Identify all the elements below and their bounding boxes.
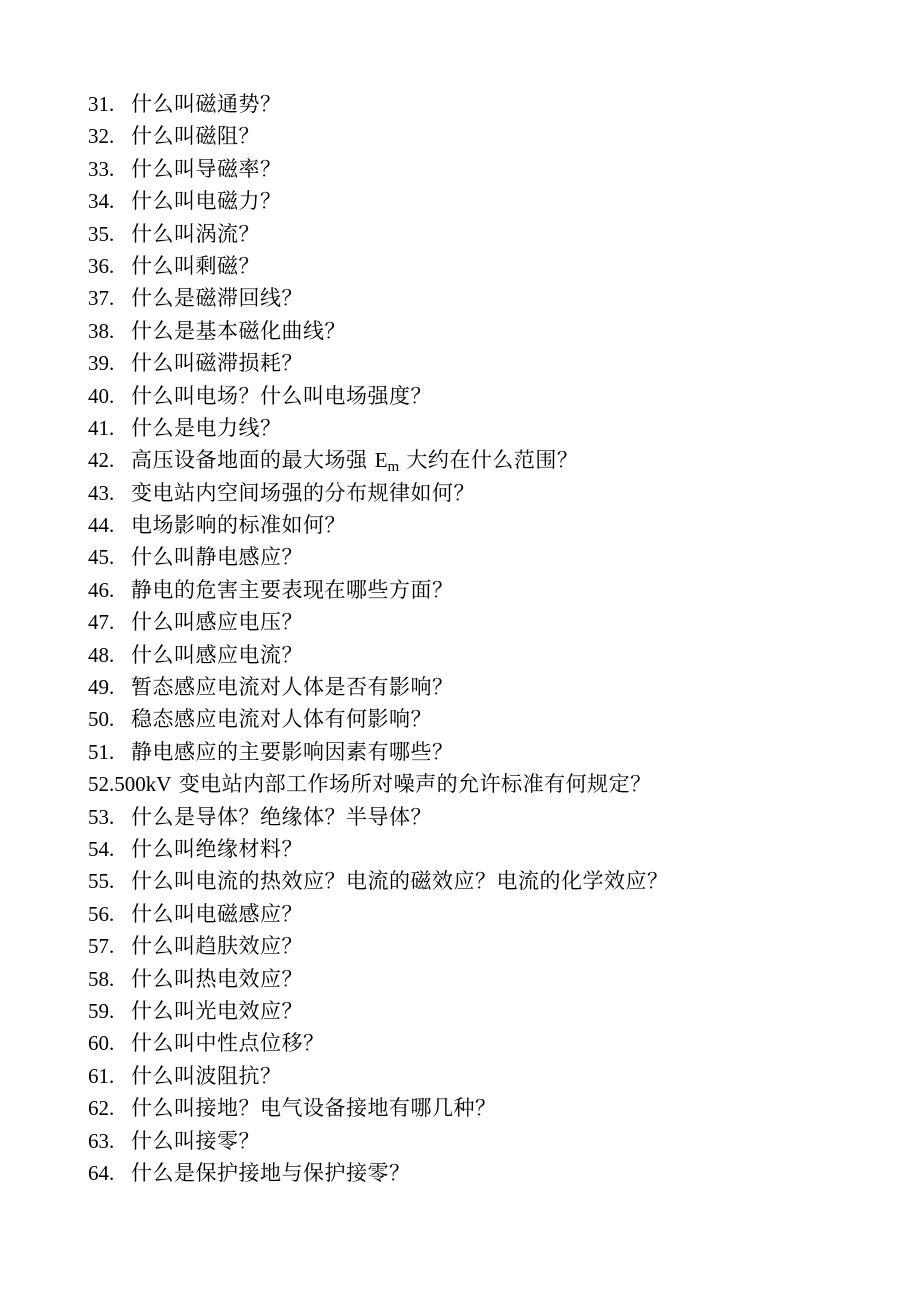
question-number: 62. <box>88 1096 115 1121</box>
question-text: 什么叫接零？ <box>131 1128 260 1153</box>
question-text: 什么叫绝缘材料？ <box>131 836 303 861</box>
question-number: 64. <box>88 1160 115 1185</box>
question-item <box>88 1125 868 1157</box>
question-text: 什么是电力线？ <box>131 415 282 440</box>
question-item <box>88 120 868 152</box>
question-text: 什么叫中性点位移？ <box>131 1031 325 1056</box>
question-text: 什么是导体？绝缘体？半导体？ <box>131 804 432 829</box>
question-item <box>88 509 868 541</box>
question-item <box>88 930 868 962</box>
question-item <box>88 574 868 606</box>
question-item <box>88 412 868 444</box>
question-number: 38. <box>88 318 115 343</box>
question-text: 什么是磁滞回线？ <box>131 286 303 311</box>
question-number: 35. <box>88 221 115 246</box>
question-item <box>88 1060 868 1092</box>
question-text: 什么叫涡流？ <box>131 221 260 246</box>
question-number: 44. <box>88 513 115 538</box>
question-item <box>88 833 868 865</box>
question-item <box>88 347 868 379</box>
question-item <box>88 444 868 476</box>
question-item <box>88 801 868 833</box>
question-number: 61. <box>88 1063 115 1088</box>
question-text: 什么叫导磁率？ <box>131 156 282 181</box>
question-item <box>88 606 868 638</box>
question-item <box>88 995 868 1027</box>
question-number: 50. <box>88 707 115 732</box>
question-number: 53. <box>88 804 115 829</box>
question-number: 54. <box>88 836 115 861</box>
question-text <box>131 448 579 476</box>
question-number: 36. <box>88 253 115 278</box>
question-text: 什么叫感应电压？ <box>131 610 303 635</box>
question-text: 什么叫静电感应？ <box>131 545 303 570</box>
question-text: 什么叫光电效应？ <box>131 998 303 1023</box>
question-text: 什么叫磁阻？ <box>131 124 260 149</box>
question-item <box>88 963 868 995</box>
question-text: 静电的危害主要表现在哪些方面？ <box>131 577 454 602</box>
question-number: 41. <box>88 415 115 440</box>
question-number: 51. <box>88 739 115 764</box>
question-item <box>88 1027 868 1059</box>
question-text: 变电站内空间场强的分布规律如何？ <box>131 480 475 505</box>
question-text: 什么是基本磁化曲线？ <box>131 318 346 343</box>
question-text: 什么叫磁通势？ <box>131 92 282 116</box>
question-item <box>88 250 868 282</box>
question-item <box>88 671 868 703</box>
question-item <box>88 282 868 314</box>
question-text: 什么叫热电效应？ <box>131 966 303 991</box>
question-text: 静电感应的主要影响因素有哪些？ <box>131 739 454 764</box>
question-text-after: 大约在什么范围？ <box>399 448 579 473</box>
question-text: 什么叫接地？电气设备接地有哪几种？ <box>131 1096 497 1121</box>
question-item <box>88 703 868 735</box>
question-text: 什么叫感应电流？ <box>131 642 303 667</box>
question-text: 什么叫剩磁？ <box>131 253 260 278</box>
question-number: 34. <box>88 189 115 214</box>
question-number: 63. <box>88 1128 115 1153</box>
question-text-before: 高压设备地面的最大场强 <box>131 448 375 473</box>
question-list <box>88 88 868 1189</box>
question-number: 46. <box>88 577 115 602</box>
question-item <box>88 218 868 250</box>
question-number: 48. <box>88 642 115 667</box>
question-number: 55. <box>88 869 115 894</box>
question-number: 56. <box>88 901 115 926</box>
question-item <box>88 1092 868 1124</box>
question-item <box>88 736 868 768</box>
voltage-label: 500kV <box>114 772 172 797</box>
question-number: 43. <box>88 480 115 505</box>
question-text: 什么叫电磁感应？ <box>131 901 303 926</box>
question-number: 42. <box>88 448 115 473</box>
question-text <box>114 772 651 796</box>
question-number: 37. <box>88 286 115 311</box>
question-item <box>88 185 868 217</box>
question-number: 45. <box>88 545 115 570</box>
question-text: 什么叫波阻抗？ <box>131 1063 282 1088</box>
question-number: 47. <box>88 610 115 635</box>
question-item <box>88 477 868 509</box>
question-number: 58. <box>88 966 115 991</box>
question-number: 52. <box>88 772 115 797</box>
question-text: 什么叫电磁力？ <box>131 189 282 214</box>
question-item <box>88 898 868 930</box>
question-item <box>88 865 868 897</box>
question-number: 57. <box>88 934 115 959</box>
question-item <box>88 1157 868 1189</box>
question-item <box>88 153 868 185</box>
question-text: 什么叫电场？什么叫电场强度？ <box>131 383 432 408</box>
question-number: 59. <box>88 998 115 1023</box>
question-text: 暂态感应电流对人体是否有影响？ <box>131 675 454 700</box>
question-item <box>88 541 868 573</box>
question-item <box>88 315 868 347</box>
question-text-rest: 变电站内部工作场所对噪声的允许标准有何规定？ <box>171 772 652 797</box>
question-text: 什么是保护接地与保护接零？ <box>131 1160 411 1185</box>
question-number: 39. <box>88 351 115 376</box>
question-number: 40. <box>88 383 115 408</box>
question-item <box>88 88 868 120</box>
question-item <box>88 768 868 800</box>
question-text: 什么叫磁滞损耗？ <box>131 351 303 376</box>
question-text: 稳态感应电流对人体有何影响？ <box>131 707 432 732</box>
question-item <box>88 380 868 412</box>
question-number: 32. <box>88 124 115 149</box>
question-text: 电场影响的标准如何？ <box>131 513 346 538</box>
field-strength-subscript: m <box>387 459 400 476</box>
question-number: 49. <box>88 675 115 700</box>
question-item <box>88 639 868 671</box>
question-text: 什么叫趋肤效应？ <box>131 934 303 959</box>
question-number: 31. <box>88 92 115 116</box>
question-number: 33. <box>88 156 115 181</box>
question-text: 什么叫电流的热效应？电流的磁效应？电流的化学效应？ <box>131 869 669 894</box>
question-number: 60. <box>88 1031 115 1056</box>
field-strength-symbol: E <box>374 448 388 473</box>
